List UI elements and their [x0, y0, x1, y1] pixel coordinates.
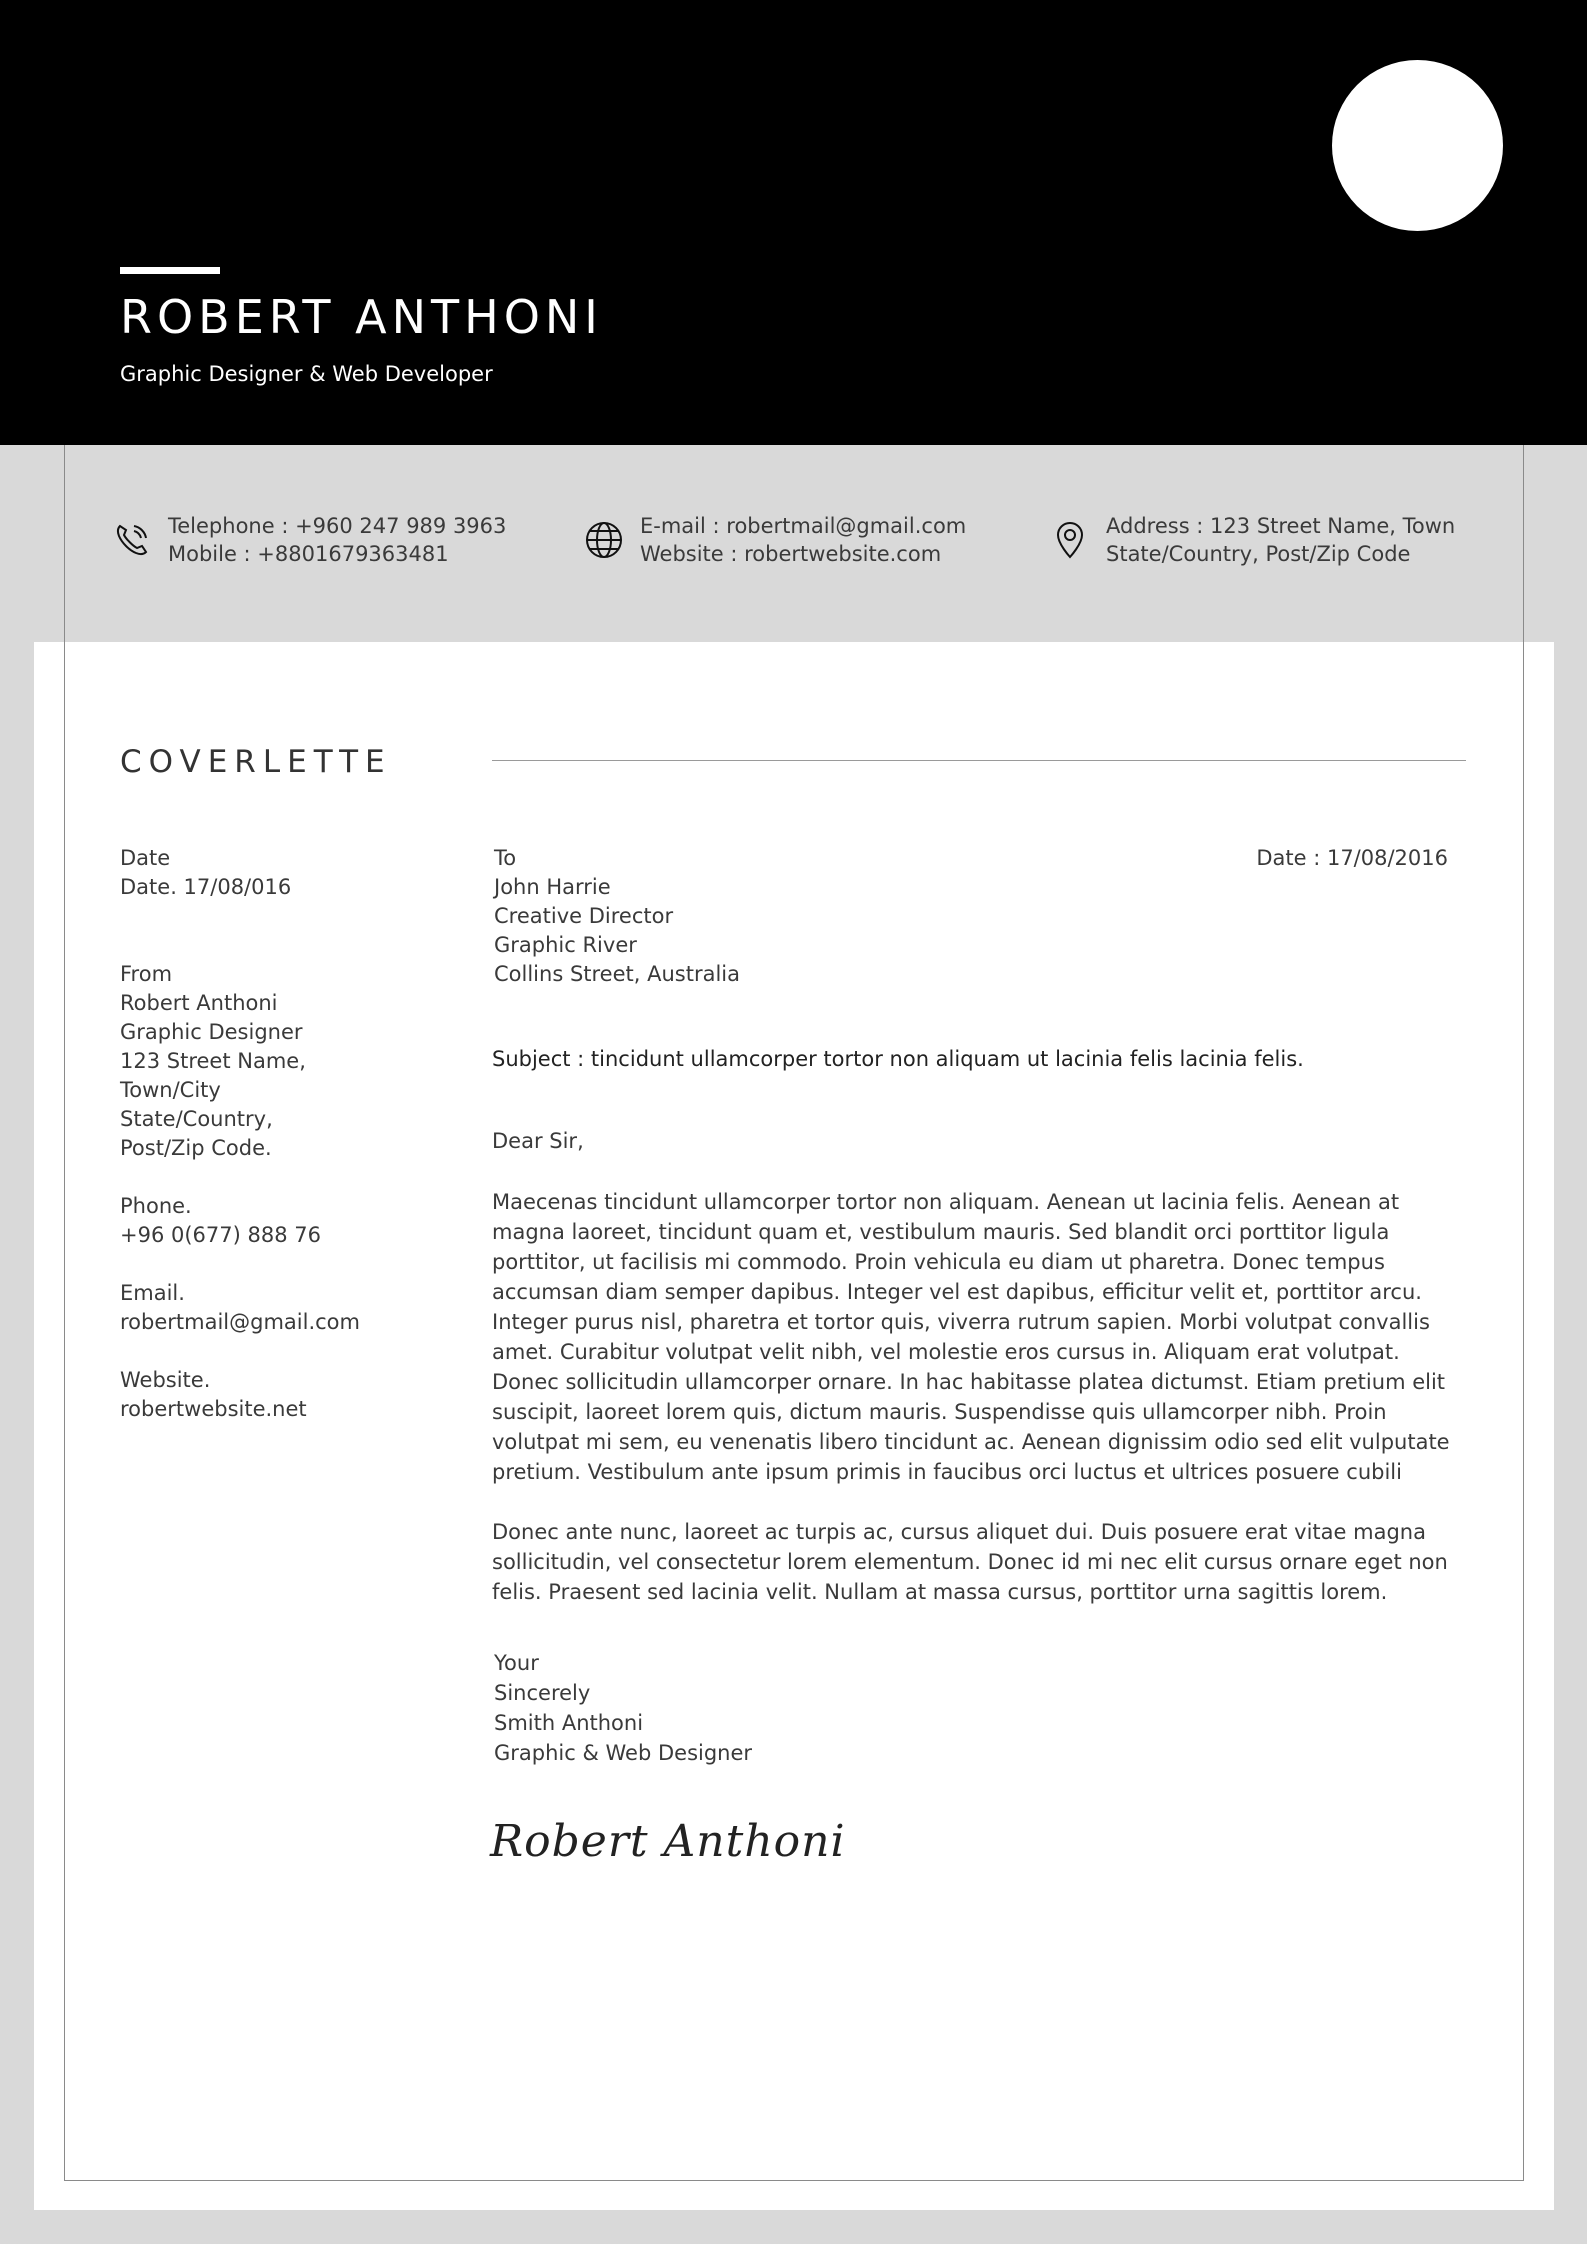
letter-subject: Subject : tincidunt ullamcorper tortor non aliquam ut lacinia felis lacinia felis.	[492, 1047, 1304, 1071]
closing-line: Sincerely	[494, 1681, 591, 1705]
sidebar-date-label: Date	[120, 846, 171, 870]
website-text: Website : robertwebsite.com	[640, 542, 942, 566]
sidebar-from-label: From	[120, 962, 173, 986]
recipient-address: Collins Street, Australia	[494, 962, 740, 986]
sidebar-email-value: robertmail@gmail.com	[120, 1310, 360, 1334]
sidebar-from-name: Robert Anthoni	[120, 991, 278, 1015]
email-text: E-mail : robertmail@gmail.com	[640, 514, 967, 538]
letter-date: Date : 17/08/2016	[1256, 846, 1448, 870]
closing-name: Smith Anthoni	[494, 1711, 644, 1735]
profile-photo-placeholder	[1332, 60, 1503, 231]
letter-paragraph-2: Donec ante nunc, laoreet ac turpis ac, cursus aliquet dui. Duis posuere erat vitae magna sollicitudin, vel consectetur lorem elementum. Donec id mi nec elit cursus ornare eget non felis. Praesent sed lacinia velit. Nullam at massa cursus, porttitor urna sagittis lorem.	[492, 1520, 1448, 1604]
section-divider	[492, 760, 1466, 761]
letter-salutation: Dear Sir,	[492, 1129, 584, 1153]
location-pin-icon	[1050, 520, 1090, 560]
address-line1: Address : 123 Street Name, Town	[1106, 514, 1456, 538]
sidebar-from-address: Post/Zip Code.	[120, 1136, 272, 1160]
contact-web	[584, 512, 966, 568]
recipient-role: Creative Director	[494, 904, 674, 928]
phone-icon	[112, 520, 152, 560]
recipient-to-label: To	[494, 846, 517, 870]
sidebar-website-label: Website.	[120, 1368, 211, 1392]
sidebar	[120, 844, 450, 1453]
sidebar-website-value: robertwebsite.net	[120, 1397, 307, 1421]
sidebar-phone-value: +96 0(677) 888 76	[120, 1223, 321, 1247]
address-line2: State/Country, Post/Zip Code	[1106, 542, 1411, 566]
recipient-block	[494, 844, 994, 989]
contact-phone	[112, 512, 506, 568]
mobile-text: Mobile : +8801679363481	[168, 542, 449, 566]
handwritten-signature: Robert Anthoni	[490, 1816, 846, 1867]
header-accent-bar	[120, 267, 220, 274]
contact-address	[1050, 512, 1455, 568]
sidebar-from-address: State/Country,	[120, 1107, 273, 1131]
sidebar-date-value: Date. 17/08/016	[120, 875, 292, 899]
person-role: Graphic Designer & Web Developer	[120, 362, 493, 386]
sidebar-from-address: Town/City	[120, 1078, 221, 1102]
recipient-company: Graphic River	[494, 933, 637, 957]
closing-role: Graphic & Web Designer	[494, 1741, 753, 1765]
letter-paragraph-1: Maecenas tincidunt ullamcorper tortor non aliquam. Aenean ut lacinia felis. Aenean at magna laoreet, tincidunt quam et, vestibulum mauris. Sed blandit orci porttitor ligula porttitor, ut facilisis mi commodo. Proin vehicula eu diam ut pharetra. Donec tempus accumsan diam semper dapibus. Integer vel est dapibus, efficitur velit et, porttitor arcu. Integer purus nisl, pharetra et tortor quis, viverra rutrum sapien. Morbi volutpat convallis amet. Curabitur volutpat velit nibh, vel molestie eros cursus in. Aliquam erat volutpat. Donec sollicitudin ullamcorper ornare. In hac habitasse platea dictumst. Etiam pretium elit suscipit, laoreet lorem quis, dictum mauris. Suspendisse quis ullamcorper nibh. Proin volutpat mi sem, eu venenatis libero tincidunt ac. Aenean dignissim odio sed elit vulputate pretium. Vestibulum ante ipsum primis in faucibus orci luctus et ultrices posuere cubili	[492, 1190, 1450, 1484]
telephone-text: Telephone : +960 247 989 3963	[168, 514, 507, 538]
person-name: ROBERT ANTHONI	[120, 290, 603, 344]
sidebar-email-label: Email.	[120, 1281, 185, 1305]
sidebar-from-address: 123 Street Name,	[120, 1049, 306, 1073]
header-banner	[0, 0, 1587, 445]
letter-closing	[494, 1648, 752, 1768]
section-title: COVERLETTE	[120, 744, 392, 780]
sidebar-phone-label: Phone.	[120, 1194, 192, 1218]
recipient-name: John Harrie	[494, 875, 611, 899]
globe-icon	[584, 520, 624, 560]
sidebar-from-role: Graphic Designer	[120, 1020, 303, 1044]
closing-line: Your	[494, 1651, 539, 1675]
